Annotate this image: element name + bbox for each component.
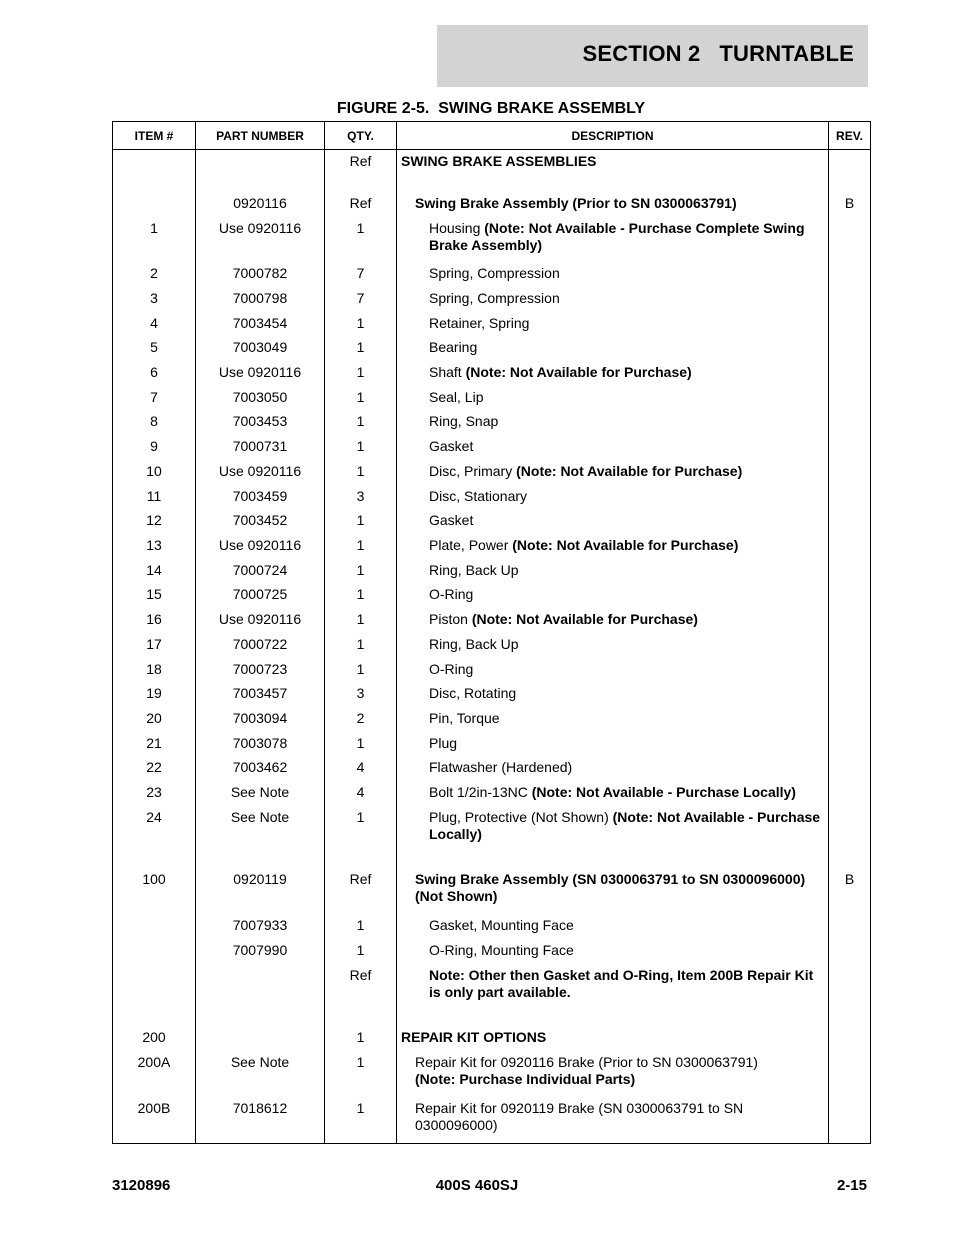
- revision: [829, 939, 871, 964]
- item-number: 5: [113, 336, 196, 361]
- table-row: [113, 732, 871, 757]
- item-number: [113, 964, 196, 1010]
- table-row: [113, 435, 871, 460]
- item-number: 13: [113, 534, 196, 559]
- item-number: 12: [113, 509, 196, 534]
- table-row: [113, 583, 871, 608]
- quantity: 1: [325, 361, 397, 386]
- empty-cell: [196, 1009, 325, 1026]
- quantity: Ref: [325, 192, 397, 217]
- item-number: 23: [113, 781, 196, 806]
- description-text: Ring, Back Up: [429, 635, 519, 652]
- revision: [829, 732, 871, 757]
- item-number: 9: [113, 435, 196, 460]
- part-number: See Note: [196, 781, 325, 806]
- figure-title: FIGURE 2-5. SWING BRAKE ASSEMBLY: [336, 100, 646, 117]
- quantity: 1: [325, 410, 397, 435]
- empty-cell: [196, 175, 325, 192]
- description-text: REPAIR KIT OPTIONS: [401, 1029, 547, 1046]
- part-number: Use 0920116: [196, 217, 325, 263]
- empty-cell: [325, 1009, 397, 1026]
- spacer-row: [113, 851, 871, 868]
- description: [397, 336, 829, 361]
- table-row: [113, 192, 871, 217]
- part-number: [196, 964, 325, 1010]
- description-text: Plug: [429, 734, 458, 751]
- quantity: 1: [325, 939, 397, 964]
- quantity: 4: [325, 756, 397, 781]
- item-number: 10: [113, 460, 196, 485]
- item-number: 16: [113, 608, 196, 633]
- item-number: [113, 939, 196, 964]
- quantity: 1: [325, 583, 397, 608]
- part-number: 7000731: [196, 435, 325, 460]
- header-part-number: PART NUMBER: [196, 122, 325, 150]
- revision: [829, 485, 871, 510]
- spacer-row: [113, 1009, 871, 1026]
- part-number: 7003050: [196, 386, 325, 411]
- description-text: Repair Kit for 0920116 Brake (Prior to SN 0300063791): [415, 1053, 758, 1070]
- header-rev: REV.: [829, 122, 871, 150]
- revision: [829, 964, 871, 1010]
- quantity: Ref: [325, 868, 397, 914]
- quantity: 1: [325, 914, 397, 939]
- item-number: [113, 150, 196, 175]
- empty-cell: [325, 1142, 397, 1143]
- quantity: 1: [325, 386, 397, 411]
- empty-cell: [829, 175, 871, 192]
- description-text: O-Ring: [429, 586, 474, 603]
- description: [397, 435, 829, 460]
- description: [397, 287, 829, 312]
- description: [397, 534, 829, 559]
- description-text: Gasket: [429, 512, 474, 529]
- revision: B: [829, 192, 871, 217]
- empty-cell: [829, 1009, 871, 1026]
- description-text: Swing Brake Assembly (Prior to SN 0300063791): [415, 194, 737, 211]
- item-number: 14: [113, 559, 196, 584]
- description-text: Plug, Protective (Not Shown): [429, 808, 613, 825]
- item-number: 20: [113, 707, 196, 732]
- item-number: 17: [113, 633, 196, 658]
- description-text: Ring, Back Up: [429, 561, 519, 578]
- description: [397, 756, 829, 781]
- table-row: [113, 559, 871, 584]
- revision: [829, 1097, 871, 1143]
- part-number: 7000724: [196, 559, 325, 584]
- description: [397, 682, 829, 707]
- revision: [829, 262, 871, 287]
- part-number: 7018612: [196, 1097, 325, 1143]
- description: [397, 559, 829, 584]
- part-number: [196, 1026, 325, 1051]
- revision: [829, 707, 871, 732]
- header-qty: QTY.: [325, 122, 397, 150]
- empty-cell: [397, 175, 829, 192]
- revision: [829, 756, 871, 781]
- revision: B: [829, 868, 871, 914]
- description: [397, 939, 829, 964]
- part-number: 7003049: [196, 336, 325, 361]
- header-description: DESCRIPTION: [397, 122, 829, 150]
- description: [397, 732, 829, 757]
- quantity: 1: [325, 608, 397, 633]
- item-number: 3: [113, 287, 196, 312]
- item-number: 100: [113, 868, 196, 914]
- description-note: (Note: Not Available for Purchase): [512, 536, 739, 553]
- empty-cell: [196, 1142, 325, 1143]
- part-number: 7000798: [196, 287, 325, 312]
- empty-cell: [397, 851, 829, 868]
- description: [397, 410, 829, 435]
- revision: [829, 633, 871, 658]
- description-note: (Note: Not Available - Purchase Complete Swing Brake Assembly): [429, 219, 805, 253]
- revision: [829, 559, 871, 584]
- table-row: [113, 386, 871, 411]
- section-banner: [437, 25, 868, 87]
- item-number: 19: [113, 682, 196, 707]
- quantity: 4: [325, 781, 397, 806]
- description-text: Plate, Power: [429, 536, 513, 553]
- description-note: (Note: Not Available - Purchase Locally): [531, 784, 796, 801]
- part-number: 7003457: [196, 682, 325, 707]
- description-text: Bearing: [429, 339, 478, 356]
- revision: [829, 914, 871, 939]
- description-text: Retainer, Spring: [429, 314, 530, 331]
- table-row: [113, 608, 871, 633]
- item-number: 200B: [113, 1097, 196, 1143]
- table-header-row: [113, 122, 871, 150]
- item-number: 2: [113, 262, 196, 287]
- revision: [829, 336, 871, 361]
- item-number: 1: [113, 217, 196, 263]
- quantity: 1: [325, 559, 397, 584]
- revision: [829, 1051, 871, 1097]
- quantity: 2: [325, 707, 397, 732]
- table-row: [113, 682, 871, 707]
- part-number: 7003459: [196, 485, 325, 510]
- quantity: 3: [325, 485, 397, 510]
- revision: [829, 534, 871, 559]
- description: [397, 583, 829, 608]
- part-number: 0920119: [196, 868, 325, 914]
- item-number: 8: [113, 410, 196, 435]
- table-row: [113, 1097, 871, 1143]
- description-note: (Note: Not Available - Purchase Locally): [429, 808, 821, 842]
- footer-page-number: 2-15: [836, 1177, 867, 1194]
- description-note: (Note: Not Available for Purchase): [465, 364, 692, 381]
- description: [397, 964, 829, 1010]
- description-text: Pin, Torque: [429, 709, 500, 726]
- description: [397, 914, 829, 939]
- revision: [829, 287, 871, 312]
- table-row: [113, 336, 871, 361]
- revision: [829, 217, 871, 263]
- table-row: [113, 939, 871, 964]
- part-number: 7000723: [196, 658, 325, 683]
- revision: [829, 460, 871, 485]
- revision: [829, 312, 871, 337]
- description: [397, 1097, 829, 1143]
- empty-cell: [325, 175, 397, 192]
- quantity: 1: [325, 336, 397, 361]
- item-number: 7: [113, 386, 196, 411]
- quantity: 1: [325, 435, 397, 460]
- item-number: 11: [113, 485, 196, 510]
- table-row: [113, 1026, 871, 1051]
- empty-cell: [325, 851, 397, 868]
- description: [397, 781, 829, 806]
- table-row: [113, 1051, 871, 1097]
- revision: [829, 781, 871, 806]
- header-item: ITEM #: [113, 122, 196, 150]
- quantity: 1: [325, 509, 397, 534]
- table-row: [113, 485, 871, 510]
- part-number: Use 0920116: [196, 460, 325, 485]
- quantity: 1: [325, 806, 397, 852]
- description-text: SWING BRAKE ASSEMBLIES: [401, 153, 597, 169]
- part-number: Use 0920116: [196, 361, 325, 386]
- item-number: 18: [113, 658, 196, 683]
- table-row: [113, 868, 871, 914]
- empty-cell: [397, 1009, 829, 1026]
- part-number: See Note: [196, 806, 325, 852]
- table-row: [113, 534, 871, 559]
- description-text: Note: Other then Gasket and O-Ring, Item 200B Repair Kit is only part available.: [429, 966, 814, 1000]
- table-row: [113, 781, 871, 806]
- description: [397, 485, 829, 510]
- spacer-row: [113, 175, 871, 192]
- item-number: 24: [113, 806, 196, 852]
- table-row: [113, 914, 871, 939]
- revision: [829, 386, 871, 411]
- table-row: [113, 509, 871, 534]
- description-text: Gasket, Mounting Face: [429, 917, 574, 934]
- part-number: 7003454: [196, 312, 325, 337]
- table-row: [113, 633, 871, 658]
- revision: [829, 608, 871, 633]
- empty-cell: [113, 1142, 196, 1143]
- description-text: Piston: [429, 611, 472, 628]
- description-text: Ring, Snap: [429, 413, 499, 430]
- empty-cell: [829, 1142, 871, 1143]
- table-row: [113, 806, 871, 852]
- item-number: 6: [113, 361, 196, 386]
- part-number: 7003094: [196, 707, 325, 732]
- quantity: 1: [325, 1051, 397, 1097]
- revision: [829, 435, 871, 460]
- table-row: [113, 217, 871, 263]
- part-number: 0920116: [196, 192, 325, 217]
- quantity: 1: [325, 633, 397, 658]
- description: [397, 707, 829, 732]
- description: [397, 608, 829, 633]
- empty-cell: [196, 851, 325, 868]
- description: [397, 192, 829, 217]
- revision: [829, 658, 871, 683]
- part-number: 7007990: [196, 939, 325, 964]
- description: [397, 1051, 829, 1097]
- revision: [829, 509, 871, 534]
- description-text: Shaft: [429, 364, 466, 381]
- item-number: 4: [113, 312, 196, 337]
- part-number: 7000722: [196, 633, 325, 658]
- empty-cell: [829, 851, 871, 868]
- description-text: Spring, Compression: [429, 265, 560, 282]
- section-title: SECTION 2 TURNTABLE: [582, 41, 854, 66]
- item-number: 22: [113, 756, 196, 781]
- empty-cell: [113, 851, 196, 868]
- description: [397, 633, 829, 658]
- description: [397, 868, 829, 914]
- part-number: 7007933: [196, 914, 325, 939]
- quantity: 1: [325, 658, 397, 683]
- quantity: 1: [325, 1097, 397, 1143]
- part-number: [196, 150, 325, 175]
- table-row: [113, 460, 871, 485]
- revision: [829, 682, 871, 707]
- quantity: 1: [325, 217, 397, 263]
- revision: [829, 150, 871, 175]
- table-row: [113, 410, 871, 435]
- description: [397, 658, 829, 683]
- footer-doc-number: 3120896: [112, 1177, 171, 1194]
- description-text: Disc, Stationary: [429, 487, 528, 504]
- description-text: Gasket: [429, 438, 474, 455]
- quantity: 3: [325, 682, 397, 707]
- description: [397, 386, 829, 411]
- description-text: O-Ring: [429, 660, 474, 677]
- description-text: Swing Brake Assembly (SN 0300063791 to SN 0300096000) (Not Shown): [415, 871, 806, 905]
- description: [397, 509, 829, 534]
- description: [397, 1026, 829, 1051]
- empty-cell: [113, 1009, 196, 1026]
- description-text: Housing: [429, 219, 485, 236]
- table-row: [113, 262, 871, 287]
- revision: [829, 1026, 871, 1051]
- part-number: 7003452: [196, 509, 325, 534]
- description-text: Disc, Rotating: [429, 685, 517, 702]
- description: [397, 217, 829, 263]
- quantity: 1: [325, 460, 397, 485]
- empty-cell: [113, 175, 196, 192]
- revision: [829, 583, 871, 608]
- footer-model: 400S 460SJ: [435, 1177, 519, 1194]
- part-number: 7000782: [196, 262, 325, 287]
- parts-table: [112, 121, 871, 1144]
- quantity: Ref: [325, 964, 397, 1010]
- part-number: 7003078: [196, 732, 325, 757]
- description-note: (Note: Not Available for Purchase): [471, 611, 698, 628]
- item-number: [113, 192, 196, 217]
- empty-cell: [397, 1142, 829, 1143]
- description: [397, 150, 829, 175]
- filler-row: [113, 1142, 871, 1143]
- item-number: 21: [113, 732, 196, 757]
- revision: [829, 806, 871, 852]
- table-row: [113, 964, 871, 1010]
- item-number: 200: [113, 1026, 196, 1051]
- description-text: O-Ring, Mounting Face: [429, 941, 574, 958]
- table-row: [113, 707, 871, 732]
- table-row: [113, 150, 871, 175]
- part-number: Use 0920116: [196, 534, 325, 559]
- quantity: 7: [325, 262, 397, 287]
- quantity: 1: [325, 534, 397, 559]
- table-row: [113, 658, 871, 683]
- item-number: [113, 914, 196, 939]
- table-row: [113, 361, 871, 386]
- part-number: Use 0920116: [196, 608, 325, 633]
- table-row: [113, 312, 871, 337]
- description-text: Spring, Compression: [429, 289, 560, 306]
- quantity: 1: [325, 732, 397, 757]
- part-number: 7003453: [196, 410, 325, 435]
- table-row: [113, 756, 871, 781]
- description-text: Flatwasher (Hardened): [429, 759, 573, 776]
- quantity: Ref: [325, 150, 397, 175]
- description: [397, 262, 829, 287]
- revision: [829, 410, 871, 435]
- description: [397, 312, 829, 337]
- item-number: 200A: [113, 1051, 196, 1097]
- item-number: 15: [113, 583, 196, 608]
- description-text: Bolt 1/2in-13NC: [429, 784, 532, 801]
- description-text: Repair Kit for 0920119 Brake (SN 0300063791 to SN 0300096000): [415, 1099, 744, 1133]
- table-row: [113, 287, 871, 312]
- part-number: 7000725: [196, 583, 325, 608]
- parts-table-body: [113, 150, 871, 1144]
- quantity: 1: [325, 1026, 397, 1051]
- description-note: (Note: Purchase Individual Parts): [415, 1070, 636, 1087]
- description-note: (Note: Not Available for Purchase): [516, 462, 743, 479]
- part-number: See Note: [196, 1051, 325, 1097]
- description-text: Seal, Lip: [429, 388, 484, 405]
- part-number: 7003462: [196, 756, 325, 781]
- revision: [829, 361, 871, 386]
- description: [397, 806, 829, 852]
- description: [397, 460, 829, 485]
- quantity: 7: [325, 287, 397, 312]
- description: [397, 361, 829, 386]
- description-text: Disc, Primary: [429, 462, 517, 479]
- quantity: 1: [325, 312, 397, 337]
